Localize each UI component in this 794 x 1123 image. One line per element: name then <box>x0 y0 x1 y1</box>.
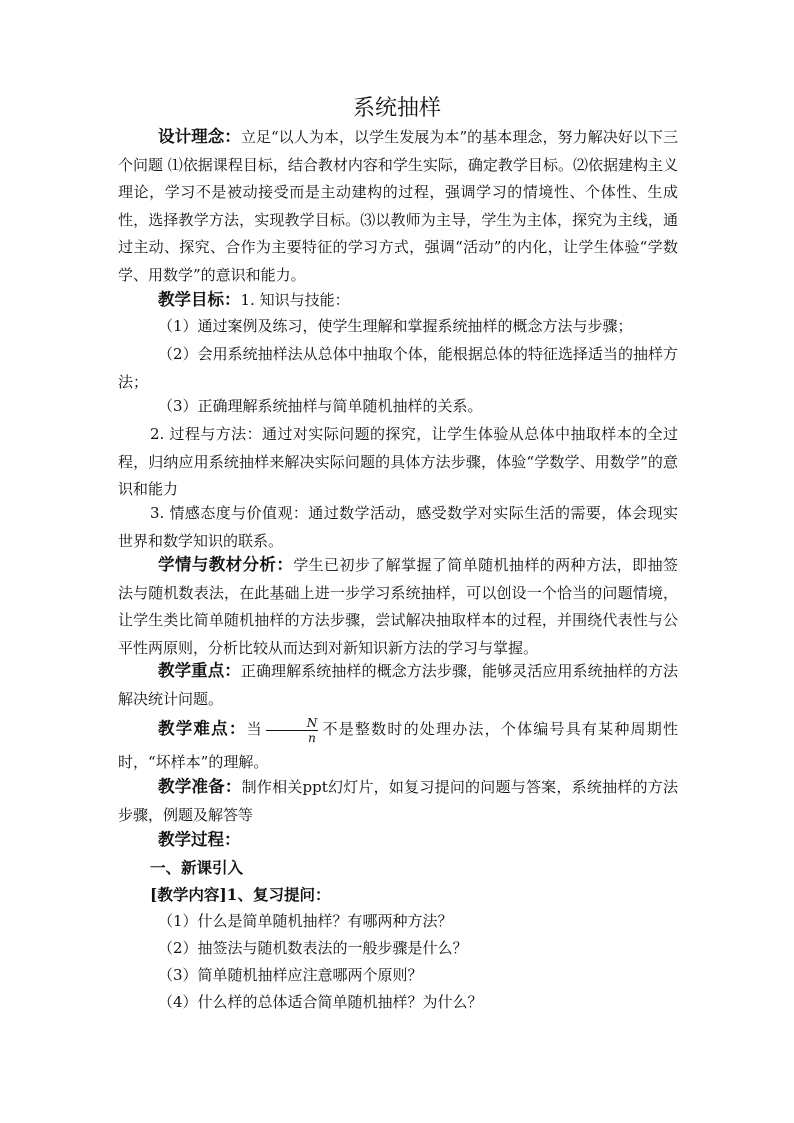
analysis-paragraph <box>118 551 678 662</box>
key-point-label: 教学重点： <box>158 661 241 680</box>
process-method-paragraph: 2. 过程与方法：通过对实际问题的探究，让学生体验从总体中抽取样本的全过程，归纳应用系统抽样来解决实际问题的具体方法步骤，体验“学数学、用数学”的意识和能力 <box>118 425 678 498</box>
goal-item-1: （1）通过案例及练习，使学生理解和掌握系统抽样的概念方法与步骤； <box>158 317 633 335</box>
key-point-paragraph <box>118 657 678 713</box>
document-title: 系统抽样 <box>352 96 441 121</box>
emotion-value-paragraph: 3. 情感态度与价值观：通过数学活动，感受数学对实际生活的需要，体会现实世界和数学知识的联系。 <box>118 504 678 550</box>
review-question-2: （2）抽签法与随机数表法的一般步骤是什么？ <box>158 939 468 957</box>
design-philosophy-label: 设计理念： <box>158 127 241 146</box>
fraction-numerator: N <box>266 716 319 731</box>
preparation-label: 教学准备： <box>158 777 242 796</box>
review-question-4: （4）什么样的总体适合简单随机抽样？为什么？ <box>158 993 483 1011</box>
teaching-goals-intro: 1. 知识与技能： <box>240 291 350 309</box>
difficulty-pre: 当 <box>246 720 263 738</box>
section-heading-intro: 一、新课引入 <box>150 858 244 877</box>
analysis-label: 学情与教材分析： <box>158 555 294 574</box>
difficulty-paragraph <box>118 712 678 779</box>
key-point-text: 正确理解系统抽样的概念方法步骤，能够灵活应用系统抽样的方法解决统计问题。 <box>118 662 679 708</box>
goal-item-2: （2）会用系统抽样法从总体中抽取个体，能根据总体的特征选择适当的抽样方法； <box>118 345 678 391</box>
difficulty-post: 不是整数时的处理办法，个体编号具有某种周期性时，“坏样本”的理解。 <box>118 720 678 771</box>
review-heading: [教学内容]1、复习提问： <box>150 885 331 904</box>
teaching-goals-label: 教学目标： <box>158 290 241 309</box>
review-question-3: （3）简单随机抽样应注意哪两个原则？ <box>158 966 423 984</box>
teaching-process-heading: 教学过程： <box>158 830 241 849</box>
teaching-goals-line <box>158 286 350 315</box>
design-philosophy-paragraph <box>118 123 678 289</box>
difficulty-label: 教学难点： <box>158 719 247 738</box>
analysis-text: 学生已初步了解掌握了简单随机抽样的两种方法，即抽签法与随机数表法，在此基础上进一步学习系统抽样，可以创设一个恰当的问题情境，让学生类比简单随机抽样的方法步骤，尝试解决抽取样本的过程，并围绕代表性与公平性两原则，分析比较从而达到对新知识新方法的学习与掌握。 <box>118 556 678 657</box>
goal-item-3: （3）正确理解系统抽样与简单随机抽样的关系。 <box>158 397 483 415</box>
fraction-n-over-n <box>266 716 319 745</box>
design-philosophy-text: 立足“以人为本，以学生发展为本”的基本理念，努力解决好以下三个问题 ⑴依据课程目标，结合教材内容和学生实际，确定教学目标。⑵依据建构主义理论，学习不是被动接受而是主动建构的过程，强调学习的情境性、个体性、生成性，选择教学方法，实现教学目标。⑶以教师为主导，学生为主体，探究为主线，通过主动、探究、合作为主要特征的学习方式，强调“活动”的内化，让学生体验“学数学、用数学”的意识和能力。 <box>118 128 679 284</box>
preparation-paragraph <box>118 773 678 829</box>
fraction-denominator: n <box>308 730 316 745</box>
preparation-text: 制作相关ppt幻灯片，如复习提问的问题与答案，系统抽样的方法步骤，例题及解答等 <box>118 778 678 824</box>
review-question-1: （1）什么是简单随机抽样？有哪两种方法？ <box>158 912 453 930</box>
